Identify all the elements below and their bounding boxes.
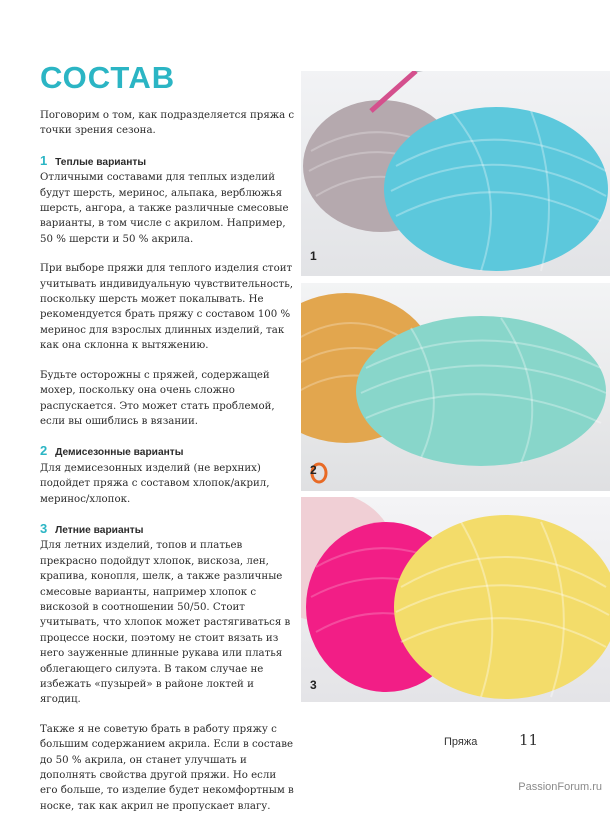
paragraph: Для летних изделий, топов и платьев прекрасно подойдут хлопок, вискоза, лен, крапива, конопля, шелк, а также различные смесовые варианты, например хлопок с вискозой в соотношении 50/50. Стоит учитывать, что хлопок может растягиваться в процессе носки, поэтому не стоит вязать из него зауженные длинные рукава или платья облегающего силуэта. В таком случае не избежать «пузырей» в районе локтей и ягодиц. <box>40 540 291 706</box>
photo-number: 2 <box>310 463 317 477</box>
paragraph: Также я не советую брать в работу пряжу с большим содержанием акрила. Если в составе до 50 % акрила, он станет улучшать и дополнять свойства другой пряжи. Но если его больше, то изделие будет некомфортным в носке, так как акрил не пропускает влагу. <box>40 723 294 812</box>
yarn-photo-1 <box>301 71 610 276</box>
section-number: 1 <box>40 152 48 168</box>
section-heading-warm <box>40 153 295 170</box>
photo-number: 1 <box>310 249 317 263</box>
section-title: Демисезонные варианты <box>55 447 184 459</box>
page-title: СОСТАВ <box>40 60 176 95</box>
section-title: Теплые варианты <box>55 156 147 168</box>
footer-section-label: Пряжа <box>444 736 478 748</box>
yarn-photo-3 <box>301 497 610 702</box>
paragraph: Для демисезонных изделий (не верхних) подойдет пряжа с составом хлопок/акрил, меринос/хлопок. <box>40 462 270 505</box>
yarn-ball-mint <box>356 316 606 466</box>
yarn-ball-turquoise <box>384 107 608 271</box>
paragraph: При выборе пряжи для теплого изделия стоит учитывать индивидуальную чувствительность, поскольку шерсть может покалывать. Не рекомендуется брать пряжу с составом 100 % меринос для взрослых длинных изделий, так как она склонна к вытяжению. <box>40 263 293 352</box>
section-number: 3 <box>40 520 48 536</box>
section-heading-summer <box>40 521 295 538</box>
paragraph: Будьте осторожны с пряжей, содержащей мохер, поскольку она очень сложно распускается. Это может стать проблемой, если вы ошиблись в вязании. <box>40 369 275 427</box>
yarn-photo-2 <box>301 283 610 491</box>
article-text <box>40 108 295 828</box>
photo-number: 3 <box>310 678 317 692</box>
yarn-ball-yellow <box>394 515 610 699</box>
watermark: PassionForum.ru <box>518 781 602 793</box>
yarn-illustration-3 <box>301 497 610 702</box>
paragraph: Отличными составами для теплых изделий будут шерсть, меринос, альпака, верблюжья шерсть, ангора, а также различные смесовые варианты, в том числе с акрилом. Например, 50 % шерсти и 50 % акрила. <box>40 172 289 245</box>
yarn-illustration-1 <box>301 71 610 276</box>
page-number: 11 <box>519 731 539 749</box>
section-heading-demi <box>40 443 295 460</box>
intro-paragraph: Поговорим о том, как подразделяется пряжа с точки зрения сезона. <box>40 110 295 137</box>
section-number: 2 <box>40 443 48 459</box>
section-title: Летние варианты <box>55 524 144 536</box>
yarn-illustration-2 <box>301 283 610 491</box>
